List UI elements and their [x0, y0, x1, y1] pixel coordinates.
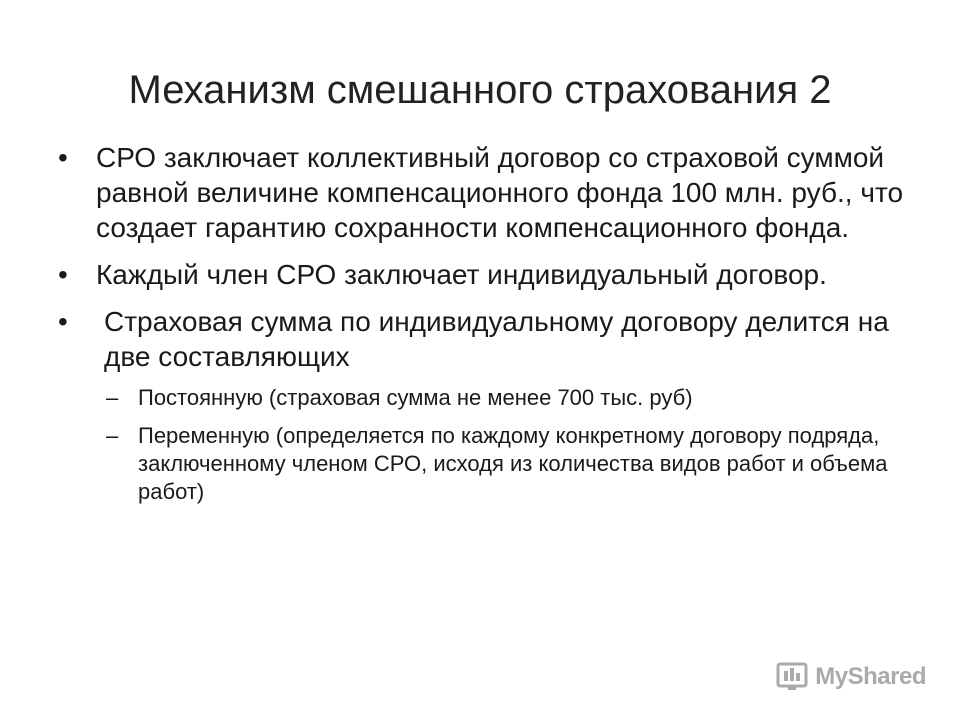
watermark-text: MyShared: [815, 663, 926, 690]
sub-bullet-text: Переменную (определяется по каждому конкретному договору подряда, заключенному членом СРО, исходя из количества видов работ и объема работ): [138, 423, 888, 504]
watermark: [775, 662, 926, 692]
bullet-marker: •: [58, 306, 68, 337]
bullet-item: [58, 304, 918, 374]
sub-bullet-marker: –: [106, 423, 119, 448]
slide-title: Механизм смешанного страхования 2: [128, 68, 832, 112]
slide-body: [58, 140, 918, 516]
bullet-text: СРО заключает коллективный договор со страховой суммой равной величине компенсационного фонда 100 млн. руб., что создает гарантию сохранности компенсационного фонда.: [96, 142, 904, 243]
sub-bullet-list: [58, 384, 918, 506]
bullet-text: Каждый член СРО заключает индивидуальный договор.: [96, 259, 827, 290]
bullet-marker: •: [58, 259, 68, 290]
myshared-logo-icon: [775, 662, 809, 692]
sub-bullet-item: [106, 422, 918, 506]
sub-bullet-marker: –: [106, 385, 119, 410]
sub-bullet-item: [106, 384, 918, 412]
bullet-text: Страховая сумма по индивидуальному договору делится на две составляющих: [104, 306, 889, 372]
bullet-item: [58, 140, 918, 245]
bullet-item: [58, 257, 918, 292]
sub-bullet-text: Постоянную (страховая сумма не менее 700 тыс. руб): [138, 385, 693, 410]
bullet-marker: •: [58, 142, 68, 173]
